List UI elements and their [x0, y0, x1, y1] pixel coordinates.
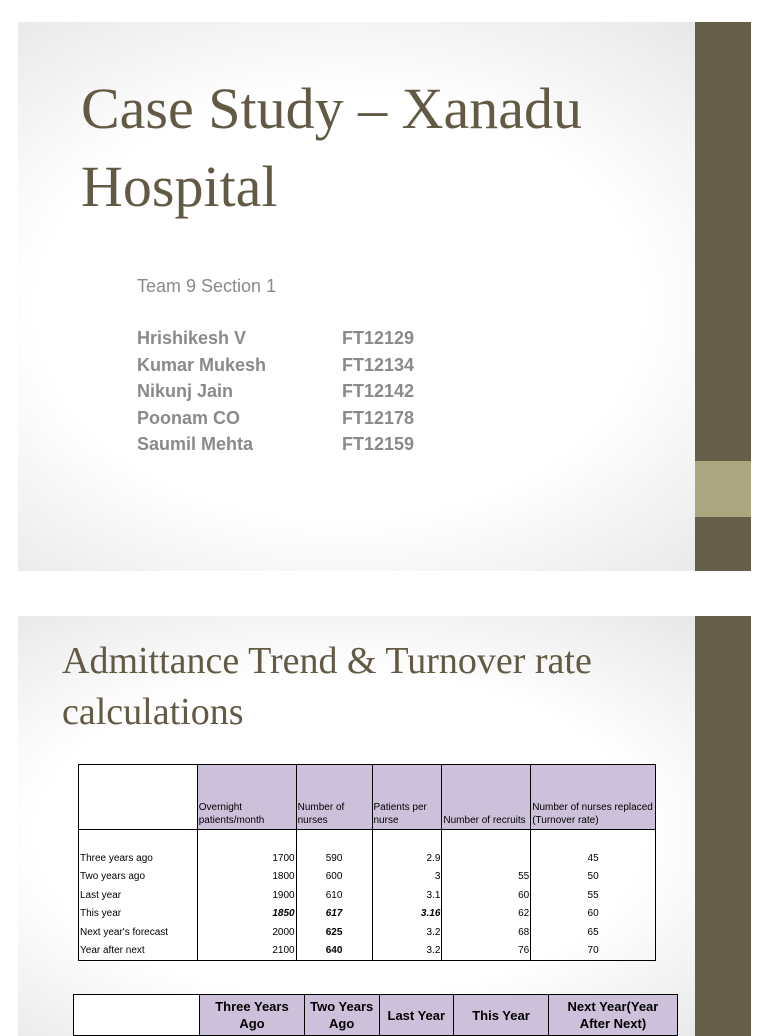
nurses-cell: 600 — [296, 868, 372, 887]
patients-cell: 1900 — [197, 886, 296, 905]
replaced-cell: 60 — [531, 905, 656, 924]
table-header-row — [74, 995, 678, 1036]
accent-block — [695, 461, 751, 517]
slide-title: Case Study – Xanadu Hospital — [81, 76, 582, 219]
ratio-cell: 3.2 — [372, 942, 442, 961]
column-header: This Year — [454, 995, 549, 1036]
row-label: Last year — [79, 886, 198, 905]
row-label: Three years ago — [79, 849, 198, 868]
patients-cell: 1850 — [197, 905, 296, 924]
accent-sidebar — [695, 616, 751, 1036]
title-slide — [18, 22, 751, 571]
replaced-cell: 65 — [531, 923, 656, 942]
member-list — [137, 328, 437, 461]
member-row — [137, 408, 437, 435]
member-id: FT12159 — [342, 434, 415, 455]
column-header: Number of recruits — [442, 765, 531, 830]
replaced-cell: 45 — [531, 849, 656, 868]
replaced-cell: 50 — [531, 868, 656, 887]
row-label: Two years ago — [79, 868, 198, 887]
table-row — [79, 905, 656, 924]
replaced-cell: 70 — [531, 942, 656, 961]
table-row — [79, 849, 656, 868]
member-name: Saumil Mehta — [137, 434, 254, 455]
slide-title: Admittance Trend & Turnover rate calculations — [62, 640, 592, 733]
column-header: Overnight patients/month — [197, 765, 296, 830]
table-header-row — [79, 765, 656, 830]
nurses-cell: 640 — [296, 942, 372, 961]
patients-cell: 2000 — [197, 923, 296, 942]
row-label: This year — [79, 905, 198, 924]
ratio-cell: 3 — [372, 868, 442, 887]
member-id: FT12142 — [342, 381, 415, 402]
column-header: Number of nurses — [296, 765, 372, 830]
replaced-cell: 55 — [531, 886, 656, 905]
row-label: Next year's forecast — [79, 923, 198, 942]
member-row — [137, 381, 437, 408]
ratio-cell: 3.16 — [372, 905, 442, 924]
column-header: Three Years Ago — [200, 995, 305, 1036]
ratio-cell: 2.9 — [372, 849, 442, 868]
member-row — [137, 355, 437, 382]
member-name: Nikunj Jain — [137, 381, 234, 402]
corner-cell — [74, 995, 200, 1036]
corner-cell — [79, 765, 198, 830]
nurses-cell: 590 — [296, 849, 372, 868]
member-id: FT12129 — [342, 328, 415, 348]
patients-cell: 1800 — [197, 868, 296, 887]
nurses-cell: 625 — [296, 923, 372, 942]
recruits-cell: 55 — [442, 868, 531, 887]
table-row — [79, 942, 656, 961]
member-id: FT12178 — [342, 407, 415, 428]
patients-cell: 2100 — [197, 942, 296, 961]
member-name: Poonam CO — [137, 407, 241, 428]
data-slide — [18, 616, 751, 1036]
recruits-cell — [442, 849, 531, 868]
column-header: Two Years Ago — [304, 995, 379, 1036]
admittance-table — [78, 764, 656, 961]
column-header: Patients per nurse — [372, 765, 442, 830]
column-header: Last Year — [379, 995, 454, 1036]
member-name: Hrishikesh V — [137, 328, 247, 348]
column-header: Number of nurses replaced (Turnover rate) — [531, 765, 656, 830]
yearly-table — [73, 994, 678, 1036]
recruits-cell: 68 — [442, 923, 531, 942]
table-row — [79, 923, 656, 942]
ratio-cell: 3.2 — [372, 923, 442, 942]
row-label: Year after next — [79, 942, 198, 961]
recruits-cell: 76 — [442, 942, 531, 961]
column-header: Next Year(Year After Next) — [548, 995, 677, 1036]
nurses-cell: 617 — [296, 905, 372, 924]
nurses-cell: 610 — [296, 886, 372, 905]
table-row — [79, 868, 656, 887]
recruits-cell: 60 — [442, 886, 531, 905]
recruits-cell: 62 — [442, 905, 531, 924]
member-row — [137, 434, 437, 461]
member-name: Kumar Mukesh — [137, 354, 267, 375]
spacer-row — [79, 830, 656, 850]
table-row — [79, 886, 656, 905]
patients-cell: 1700 — [197, 849, 296, 868]
ratio-cell: 3.1 — [372, 886, 442, 905]
member-row — [137, 328, 437, 355]
member-id: FT12134 — [342, 354, 415, 375]
team-subtitle: Team 9 Section 1 — [137, 276, 277, 296]
